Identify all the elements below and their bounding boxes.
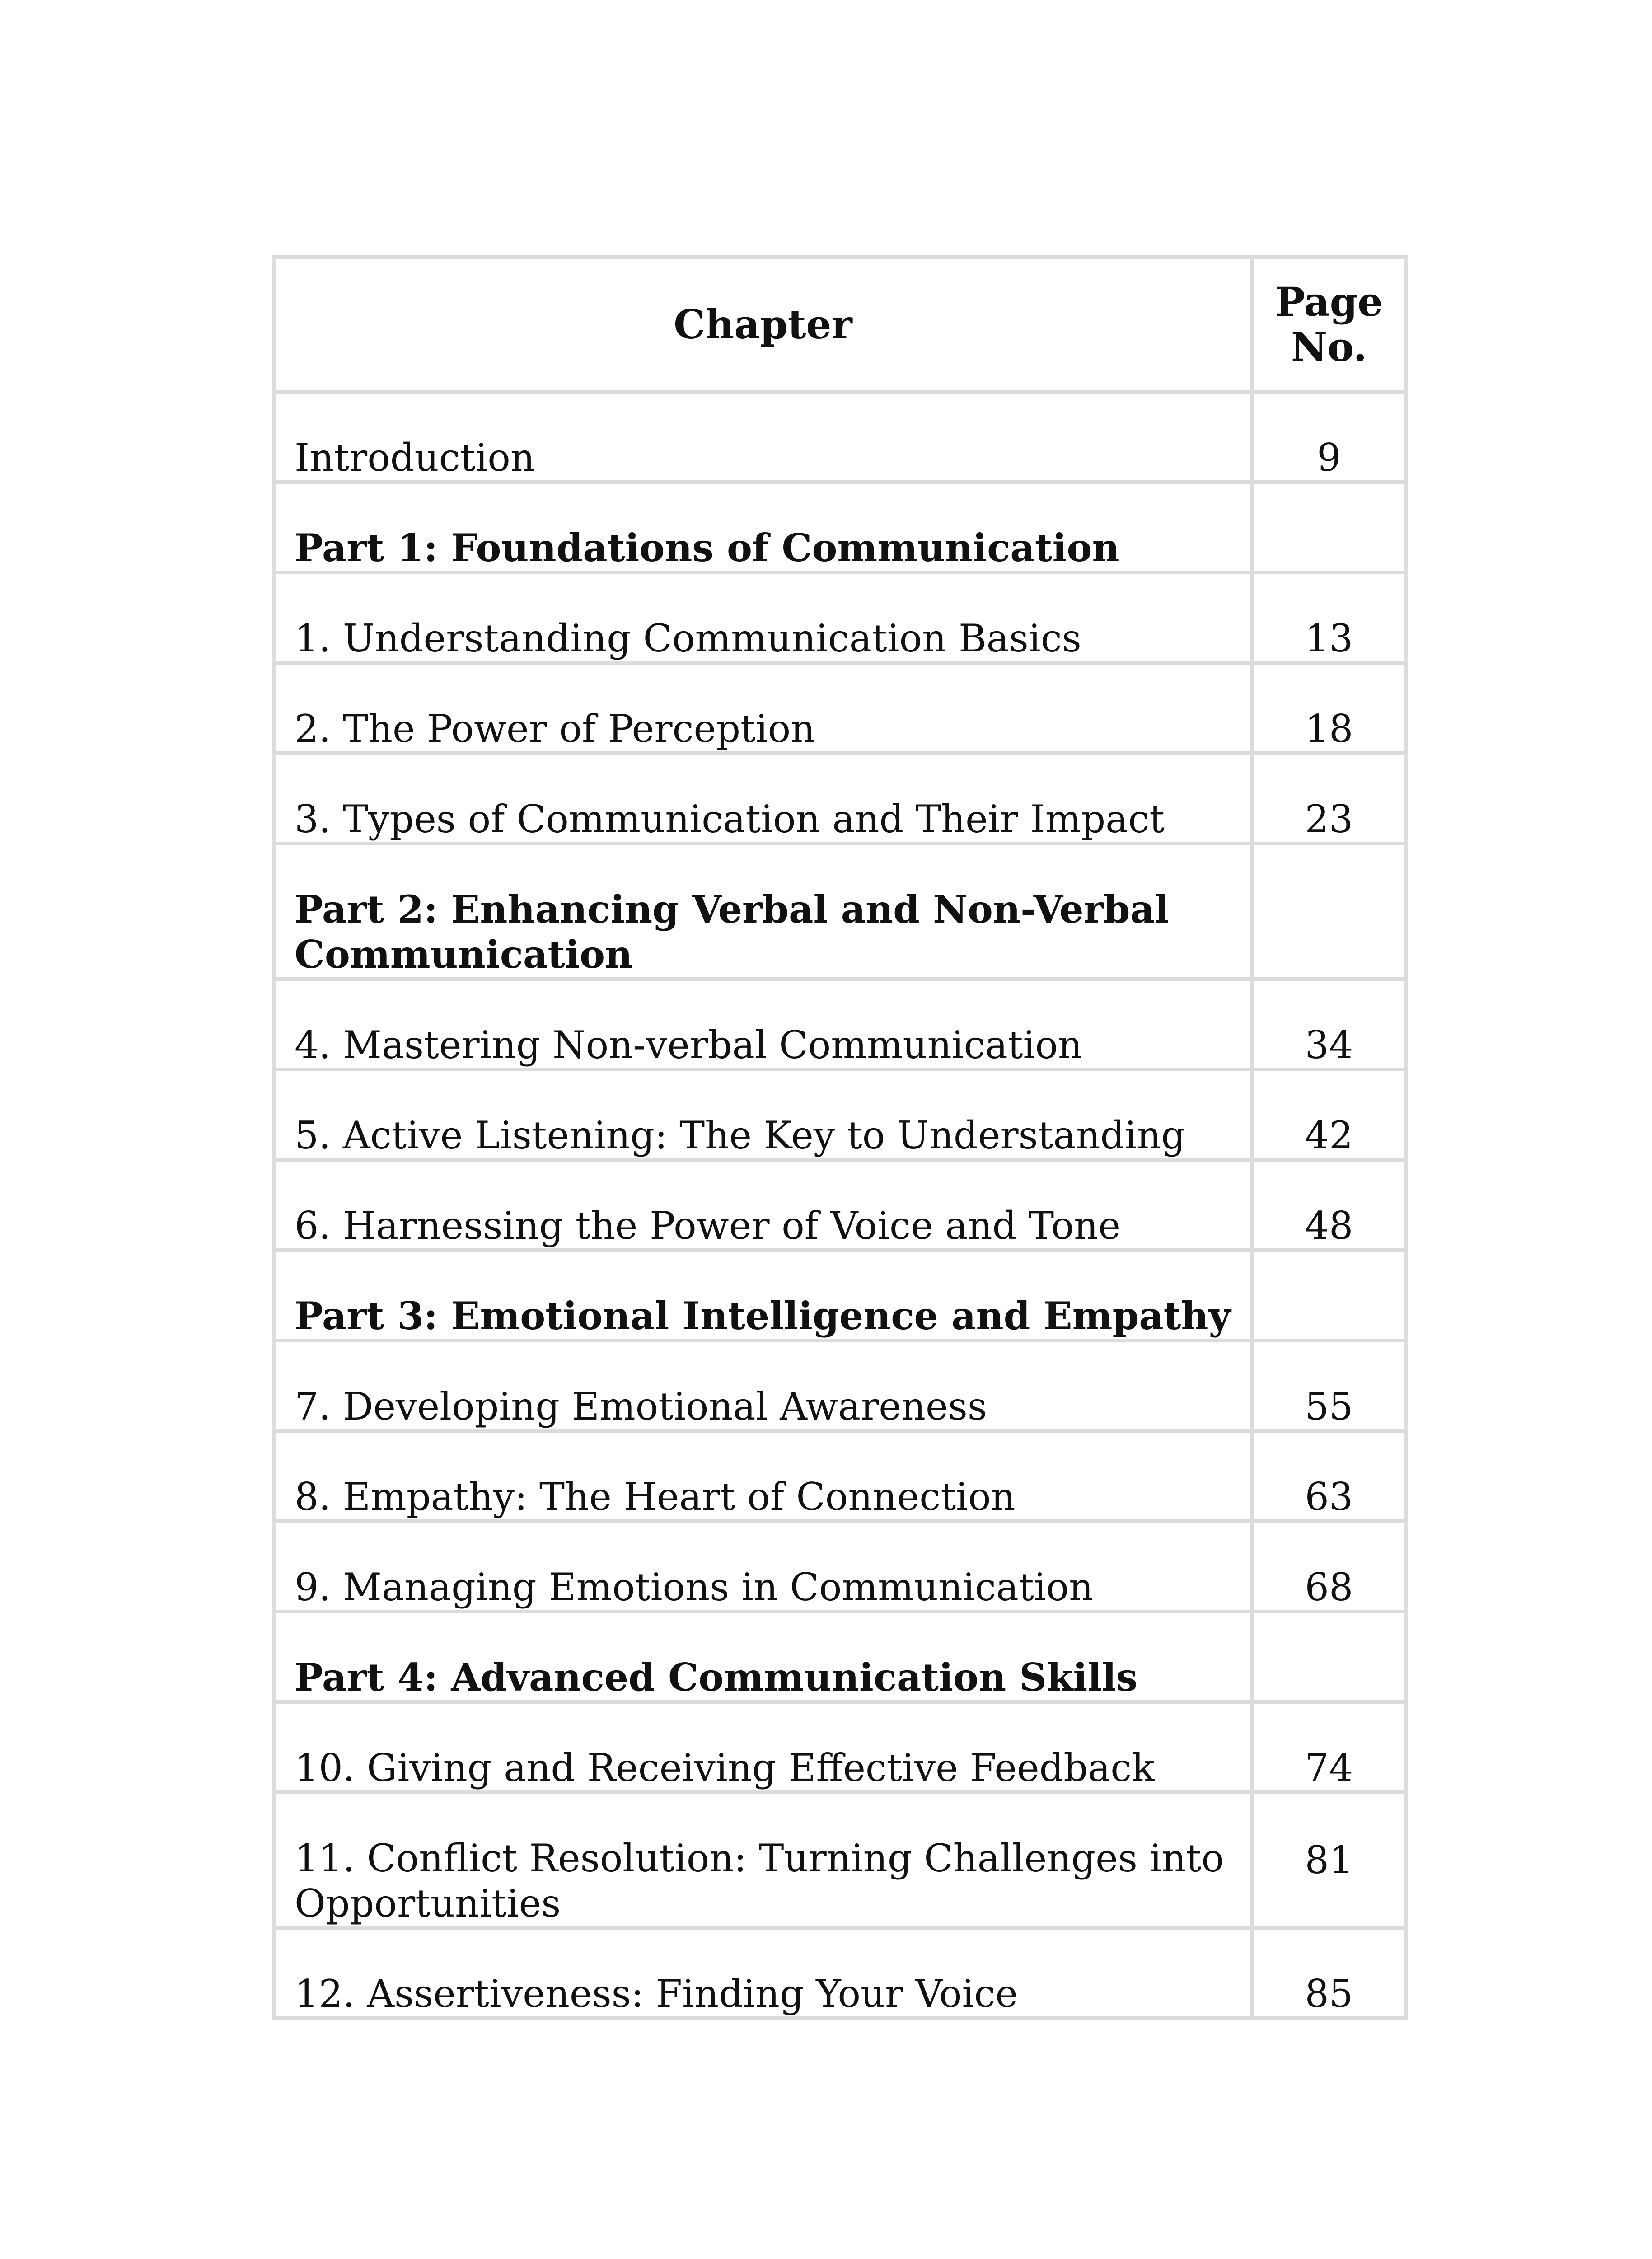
page-number: 55	[1252, 1340, 1406, 1431]
page-number: 9	[1252, 392, 1406, 482]
page-header-line-2: No.	[1291, 323, 1367, 370]
toc-entry-row	[274, 1792, 1406, 1928]
toc-part-row	[274, 844, 1406, 979]
page-number: 18	[1252, 663, 1406, 753]
page-number: 48	[1252, 1160, 1406, 1250]
toc-entry-row	[274, 663, 1406, 753]
page-number-column-header	[1252, 257, 1406, 392]
toc-entry-row	[274, 1340, 1406, 1431]
table-header-row	[274, 257, 1406, 392]
toc-entry-row	[274, 1702, 1406, 1792]
page-number: 63	[1252, 1431, 1406, 1521]
toc-body	[274, 392, 1406, 2018]
chapter-title: 10. Giving and Receiving Effective Feedback	[274, 1702, 1252, 1792]
toc-part-row	[274, 1612, 1406, 1702]
chapter-title: 2. The Power of Perception	[274, 663, 1252, 753]
part-title: Part 3: Emotional Intelligence and Empathy	[274, 1250, 1252, 1340]
page-number: 68	[1252, 1521, 1406, 1612]
chapter-column-header: Chapter	[274, 257, 1252, 392]
chapter-title: 12. Assertiveness: Finding Your Voice	[274, 1928, 1252, 2018]
toc-entry-row	[274, 572, 1406, 663]
chapter-title: 5. Active Listening: The Key to Understanding	[274, 1069, 1252, 1160]
table-of-contents	[272, 255, 1408, 2020]
page-number: 85	[1252, 1928, 1406, 2018]
page-number: 42	[1252, 1069, 1406, 1160]
chapter-title: 6. Harnessing the Power of Voice and Tone	[274, 1160, 1252, 1250]
chapter-title: 9. Managing Emotions in Communication	[274, 1521, 1252, 1612]
toc-entry-row	[274, 1431, 1406, 1521]
chapter-title: 7. Developing Emotional Awareness	[274, 1340, 1252, 1431]
chapter-title: 8. Empathy: The Heart of Connection	[274, 1431, 1252, 1521]
part-title: Part 4: Advanced Communication Skills	[274, 1612, 1252, 1702]
toc-part-row	[274, 482, 1406, 572]
part-title: Part 1: Foundations of Communication	[274, 482, 1252, 572]
page-number: 74	[1252, 1702, 1406, 1792]
chapter-title: 4. Mastering Non-verbal Communication	[274, 979, 1252, 1069]
page-number	[1252, 1612, 1406, 1702]
page-number: 13	[1252, 572, 1406, 663]
chapter-title: Introduction	[274, 392, 1252, 482]
chapter-title: 3. Types of Communication and Their Impact	[274, 753, 1252, 844]
toc-entry-row	[274, 753, 1406, 844]
page-number	[1252, 1250, 1406, 1340]
chapter-title: 11. Conflict Resolution: Turning Challenges into Opportunities	[274, 1792, 1252, 1928]
toc-entry-row	[274, 1160, 1406, 1250]
page-number	[1252, 482, 1406, 572]
page-number: 23	[1252, 753, 1406, 844]
page-header-line-1: Page	[1275, 278, 1383, 325]
part-title: Part 2: Enhancing Verbal and Non-Verbal Communication	[274, 844, 1252, 979]
toc-entry-row	[274, 392, 1406, 482]
page-number: 81	[1252, 1792, 1406, 1928]
toc-entry-row	[274, 979, 1406, 1069]
toc-entry-row	[274, 1069, 1406, 1160]
toc-entry-row	[274, 1521, 1406, 1612]
toc-entry-row	[274, 1928, 1406, 2018]
toc-part-row	[274, 1250, 1406, 1340]
page-number	[1252, 844, 1406, 979]
chapter-title: 1. Understanding Communication Basics	[274, 572, 1252, 663]
page-number: 34	[1252, 979, 1406, 1069]
